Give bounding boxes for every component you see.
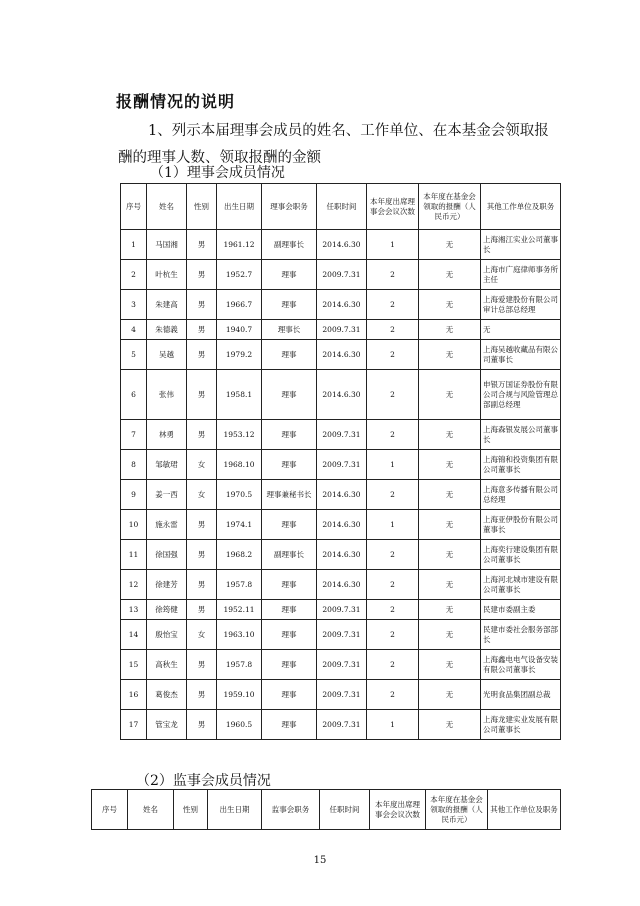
table-row <box>121 710 561 740</box>
col-header: 本年度在基金会领取的报酬（人民币元） <box>426 790 488 830</box>
table-cell: 1968.10 <box>217 450 262 480</box>
table-row <box>121 540 561 570</box>
table-cell: 14 <box>121 620 147 650</box>
table-header-row <box>121 184 561 230</box>
table-cell: 2 <box>367 570 419 600</box>
table-cell: 1953.12 <box>217 420 262 450</box>
table-cell: 2014.6.30 <box>317 540 367 570</box>
table-cell: 朱建高 <box>147 290 187 320</box>
table-cell: 理事长 <box>262 320 317 340</box>
col-header: 本年度出席理事会会议次数 <box>367 184 419 230</box>
table-cell: 无 <box>419 260 481 290</box>
table-cell: 1 <box>367 510 419 540</box>
table-cell: 1970.5 <box>217 480 262 510</box>
table-cell: 上海龙建实业发展有限公司董事长 <box>481 710 561 740</box>
table-cell: 理事 <box>262 650 317 680</box>
table-row <box>121 230 561 260</box>
table-cell: 施永雷 <box>147 510 187 540</box>
table-cell: 1979.2 <box>217 340 262 370</box>
table-cell: 无 <box>419 450 481 480</box>
table-cell: 2014.6.30 <box>317 510 367 540</box>
supervisors-table <box>91 789 561 830</box>
table-cell: 2009.7.31 <box>317 420 367 450</box>
table-cell: 2 <box>367 650 419 680</box>
table-cell: 民建市委副主委 <box>481 600 561 620</box>
table-cell: 吴越 <box>147 340 187 370</box>
table-cell: 2 <box>367 540 419 570</box>
table-cell: 徐建芳 <box>147 570 187 600</box>
table-cell: 无 <box>419 340 481 370</box>
table-cell: 2 <box>367 340 419 370</box>
table-cell: 2014.6.30 <box>317 230 367 260</box>
table-row <box>121 510 561 540</box>
section-heading: 报酬情况的说明 <box>116 92 236 111</box>
page-number: 15 <box>313 855 327 866</box>
table-cell: 上海意多传播有限公司总经理 <box>481 480 561 510</box>
table-cell: 3 <box>121 290 147 320</box>
table-cell: 1960.5 <box>217 710 262 740</box>
table-cell: 理事 <box>262 450 317 480</box>
col-header: 性别 <box>187 184 217 230</box>
table-cell: 2009.7.31 <box>317 320 367 340</box>
table-row <box>121 420 561 450</box>
table-cell: 无 <box>419 600 481 620</box>
table-row <box>121 570 561 600</box>
table-cell: 无 <box>419 570 481 600</box>
table-cell: 张伟 <box>147 370 187 420</box>
table-cell: 朱德義 <box>147 320 187 340</box>
col-header: 任职时间 <box>317 184 367 230</box>
table-row <box>121 290 561 320</box>
table-row <box>121 260 561 290</box>
table-cell: 马国湘 <box>147 230 187 260</box>
table-row <box>121 600 561 620</box>
table-cell: 1 <box>121 230 147 260</box>
table-cell: 15 <box>121 650 147 680</box>
table-cell: 1940.7 <box>217 320 262 340</box>
table-cell: 2 <box>367 600 419 620</box>
table-cell: 理事 <box>262 340 317 370</box>
table-cell: 2014.6.30 <box>317 340 367 370</box>
col-header: 序号 <box>92 790 128 830</box>
table-cell: 11 <box>121 540 147 570</box>
table-cell: 2009.7.31 <box>317 650 367 680</box>
table-cell: 男 <box>187 340 217 370</box>
col-header: 性别 <box>174 790 208 830</box>
table-cell: 1952.7 <box>217 260 262 290</box>
table-cell: 男 <box>187 290 217 320</box>
table-cell: 理事 <box>262 420 317 450</box>
table-cell: 林勇 <box>147 420 187 450</box>
table-cell: 男 <box>187 650 217 680</box>
table-cell: 2014.6.30 <box>317 290 367 320</box>
table-cell: 上海奕行建设集团有限公司董事长 <box>481 540 561 570</box>
table-row <box>121 480 561 510</box>
col-header: 理事会职务 <box>262 184 317 230</box>
table-cell: 无 <box>419 230 481 260</box>
table-cell: 男 <box>187 320 217 340</box>
table-row <box>121 620 561 650</box>
table-cell: 13 <box>121 600 147 620</box>
table-row <box>121 340 561 370</box>
col-header: 本年度在基金会领取的报酬（人民币元） <box>419 184 481 230</box>
table-cell: 徐国强 <box>147 540 187 570</box>
table-cell: 2 <box>367 320 419 340</box>
table-cell: 无 <box>419 290 481 320</box>
table-cell: 姜一西 <box>147 480 187 510</box>
table-cell: 女 <box>187 450 217 480</box>
col-header: 姓名 <box>147 184 187 230</box>
col-header: 出生日期 <box>208 790 262 830</box>
table-cell: 光明食品集团副总裁 <box>481 680 561 710</box>
table-cell: 10 <box>121 510 147 540</box>
col-header: 本年度出席理事会会议次数 <box>370 790 426 830</box>
intro-paragraph: 1、列示本届理事会成员的姓名、工作单位、在本基金会领取报酬的理事人数、领取报酬的金额 <box>118 123 549 166</box>
table-cell: 无 <box>419 620 481 650</box>
table-cell: 女 <box>187 480 217 510</box>
table-cell: 2 <box>367 480 419 510</box>
table-cell: 2 <box>367 620 419 650</box>
table-cell: 叶杭生 <box>147 260 187 290</box>
table-cell: 男 <box>187 540 217 570</box>
table-cell: 2009.7.31 <box>317 260 367 290</box>
table-cell: 上海锦和投资集团有限公司董事长 <box>481 450 561 480</box>
table-cell: 无 <box>419 480 481 510</box>
table-cell: 1 <box>367 450 419 480</box>
table-cell: 上海河北城市建设有限公司董事长 <box>481 570 561 600</box>
table-cell: 无 <box>419 420 481 450</box>
table-cell: 理事 <box>262 620 317 650</box>
table-cell: 2 <box>367 370 419 420</box>
table-cell: 2 <box>367 260 419 290</box>
table-cell: 2009.7.31 <box>317 620 367 650</box>
table-header-row <box>92 790 561 830</box>
table-cell: 1952.11 <box>217 600 262 620</box>
table-row <box>121 680 561 710</box>
table-cell: 理事 <box>262 290 317 320</box>
table-cell: 无 <box>419 650 481 680</box>
table-cell: 理事 <box>262 510 317 540</box>
table-cell: 2014.6.30 <box>317 570 367 600</box>
col-header: 其他工作单位及职务 <box>481 184 561 230</box>
table-cell: 2 <box>121 260 147 290</box>
table-cell: 无 <box>419 710 481 740</box>
table-cell: 1963.10 <box>217 620 262 650</box>
col-header: 序号 <box>121 184 147 230</box>
table-cell: 2009.7.31 <box>317 680 367 710</box>
council-members-table <box>120 183 561 740</box>
table-cell: 男 <box>187 260 217 290</box>
col-header: 其他工作单位及职务 <box>488 790 561 830</box>
table-cell: 无 <box>419 680 481 710</box>
table-cell: 2009.7.31 <box>317 600 367 620</box>
table-cell: 理事 <box>262 600 317 620</box>
table-cell: 上海市广庭律师事务所主任 <box>481 260 561 290</box>
table-cell: 无 <box>419 540 481 570</box>
table-cell: 2014.6.30 <box>317 480 367 510</box>
table-cell: 2014.6.30 <box>317 370 367 420</box>
table-cell: 男 <box>187 570 217 600</box>
table-cell: 1 <box>367 710 419 740</box>
table-cell: 1961.12 <box>217 230 262 260</box>
table-cell: 1957.8 <box>217 650 262 680</box>
col-header: 任职时间 <box>320 790 370 830</box>
table-cell: 2009.7.31 <box>317 450 367 480</box>
table-cell: 1959.10 <box>217 680 262 710</box>
table-cell: 5 <box>121 340 147 370</box>
table-cell: 男 <box>187 370 217 420</box>
table-cell: 上海鑫电电气设备安装有限公司董事长 <box>481 650 561 680</box>
table-cell: 理事 <box>262 710 317 740</box>
table-cell: 男 <box>187 420 217 450</box>
section2-title: （2）监事会成员情况 <box>136 773 271 789</box>
table-cell: 徐筠健 <box>147 600 187 620</box>
table-cell: 2 <box>367 680 419 710</box>
table-row <box>121 320 561 340</box>
table-cell: 7 <box>121 420 147 450</box>
table-cell: 上海爱建股份有限公司审计总部总经理 <box>481 290 561 320</box>
table-cell: 1966.7 <box>217 290 262 320</box>
table-cell: 管宝龙 <box>147 710 187 740</box>
table-row <box>121 370 561 420</box>
table-cell: 16 <box>121 680 147 710</box>
table-row <box>121 450 561 480</box>
table-cell: 4 <box>121 320 147 340</box>
table-cell: 理事兼秘书长 <box>262 480 317 510</box>
table-cell: 无 <box>419 370 481 420</box>
table-cell: 9 <box>121 480 147 510</box>
table-cell: 邹敏珺 <box>147 450 187 480</box>
table-cell: 上海吴越收藏品有限公司董事长 <box>481 340 561 370</box>
table-cell: 男 <box>187 710 217 740</box>
section1-title: （1）理事会成员情况 <box>150 165 285 181</box>
table-cell: 2 <box>367 290 419 320</box>
table-cell: 民建市委社会服务部部长 <box>481 620 561 650</box>
table-cell: 12 <box>121 570 147 600</box>
table-cell: 副理事长 <box>262 540 317 570</box>
table-cell: 申银万国证券股份有限公司合规与风险管理总部副总经理 <box>481 370 561 420</box>
col-header: 监事会职务 <box>262 790 320 830</box>
table-cell: 男 <box>187 600 217 620</box>
table-cell: 男 <box>187 230 217 260</box>
table-cell: 男 <box>187 510 217 540</box>
table-cell: 理事 <box>262 570 317 600</box>
table-cell: 副理事长 <box>262 230 317 260</box>
table-cell: 理事 <box>262 260 317 290</box>
table-cell: 上海亚伊股份有限公司董事长 <box>481 510 561 540</box>
table-cell: 无 <box>419 510 481 540</box>
table-cell: 无 <box>481 320 561 340</box>
table-cell: 1974.1 <box>217 510 262 540</box>
table-cell: 上海湘江实业公司董事长 <box>481 230 561 260</box>
col-header: 出生日期 <box>217 184 262 230</box>
table-cell: 2009.7.31 <box>317 710 367 740</box>
col-header: 姓名 <box>128 790 174 830</box>
table-row <box>121 650 561 680</box>
table-cell: 男 <box>187 680 217 710</box>
table-cell: 1 <box>367 230 419 260</box>
table-cell: 理事 <box>262 680 317 710</box>
table-cell: 6 <box>121 370 147 420</box>
table-cell: 上海森银发展公司董事长 <box>481 420 561 450</box>
table-cell: 理事 <box>262 370 317 420</box>
table-cell: 葛俊杰 <box>147 680 187 710</box>
table-cell: 1968.2 <box>217 540 262 570</box>
table-cell: 17 <box>121 710 147 740</box>
table-cell: 1958.1 <box>217 370 262 420</box>
table-cell: 殷怡宝 <box>147 620 187 650</box>
table-cell: 8 <box>121 450 147 480</box>
table-cell: 女 <box>187 620 217 650</box>
table-cell: 2 <box>367 420 419 450</box>
table-cell: 高秋生 <box>147 650 187 680</box>
table-cell: 1957.8 <box>217 570 262 600</box>
table-cell: 无 <box>419 320 481 340</box>
